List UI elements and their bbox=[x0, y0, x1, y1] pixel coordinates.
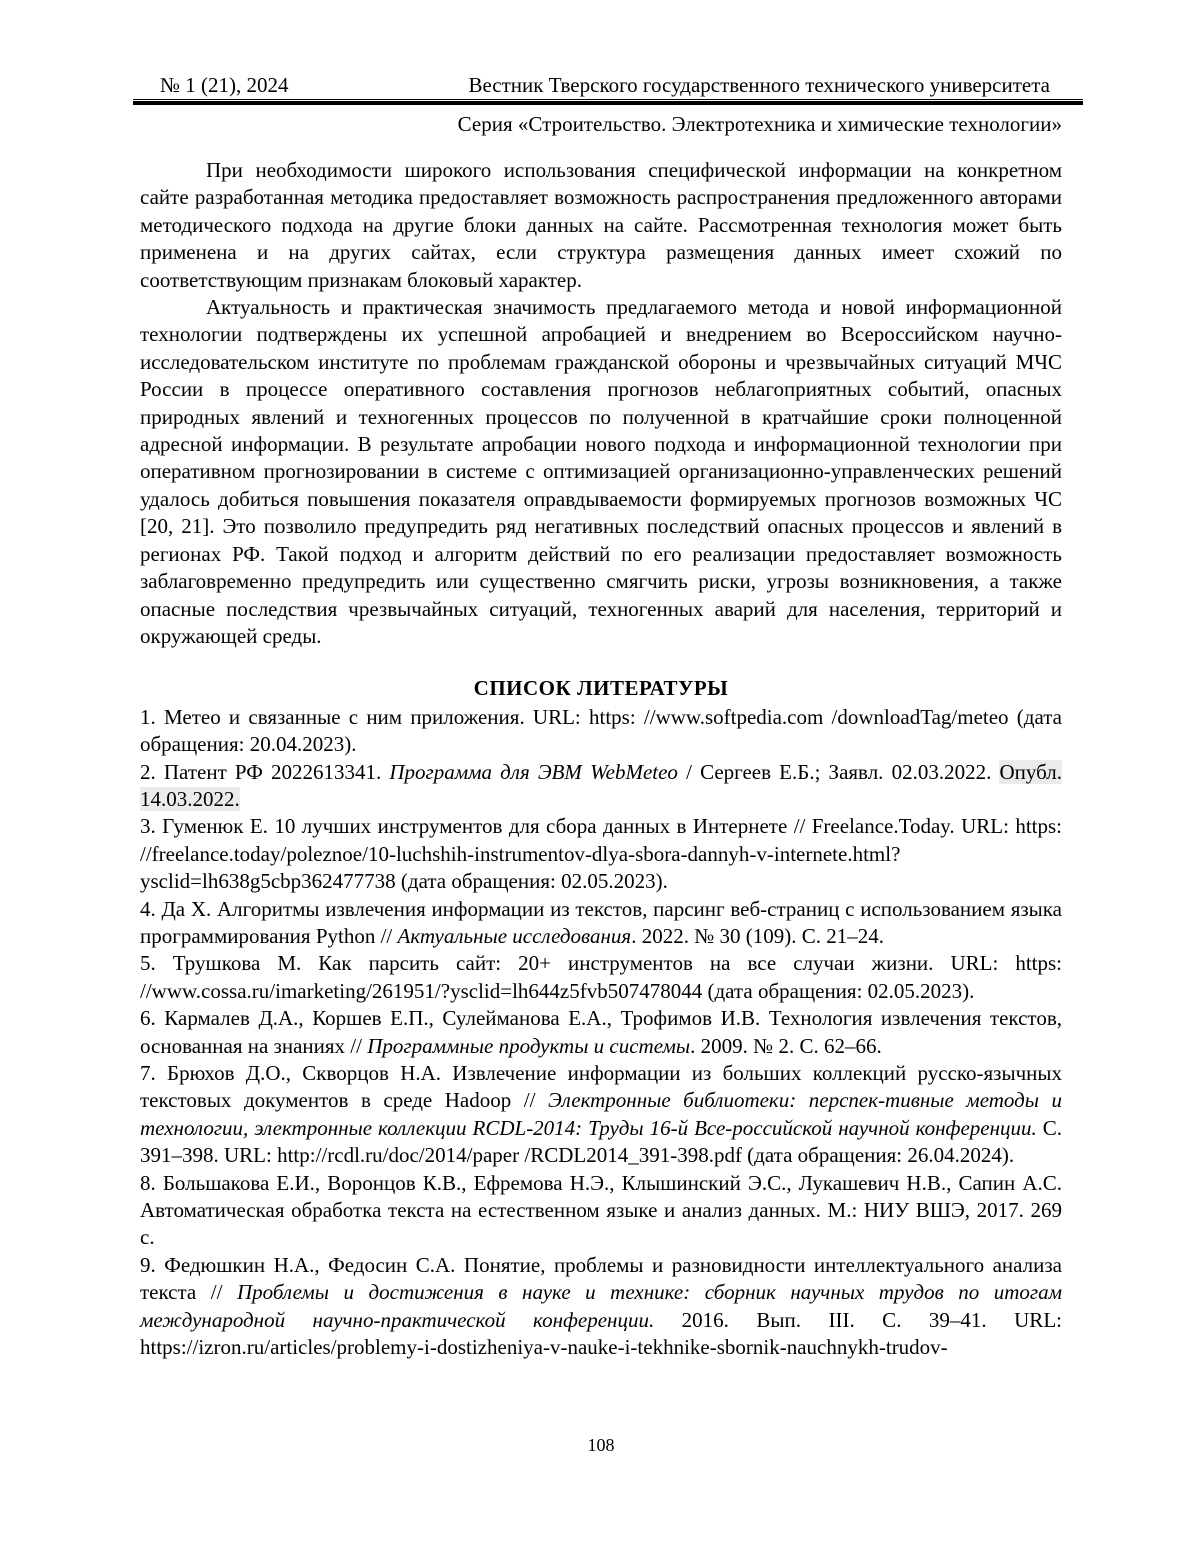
reference-item bbox=[140, 1170, 1062, 1252]
issue-number: № 1 (21), 2024 bbox=[160, 73, 289, 97]
reference-segment: 8. Большакова Е.И., Воронцов К.В., Ефремова Н.Э., Клышинский Э.С., Лукашевич Н.В., Сапин А.С. Автоматическая обработка текста на естественном языке и анализ данных. М.: НИУ ВШЭ, 2017. 269 с. bbox=[140, 1170, 1062, 1250]
reference-item bbox=[140, 1005, 1062, 1060]
reference-segment: 2. Патент РФ 2022613341. bbox=[140, 759, 390, 784]
reference-segment: 6. Кармалев Д.А., Коршев Е.П., Сулейманова Е.А., Трофимов И.В. Технология извлечения текстов, основанная на знаниях // bbox=[140, 1006, 1062, 1058]
reference-segment: 4. Да Х. Алгоритмы извлечения информации из текстов, парсинг веб-страниц с использованием языка программирования Python // bbox=[140, 896, 1062, 948]
running-head bbox=[140, 72, 1062, 98]
reference-segment: . 2009. № 2. С. 62–66. bbox=[690, 1033, 882, 1058]
reference-segment: / Сергеев Е.Б.; Заявл. 02.03.2022. bbox=[677, 759, 1000, 784]
reference-item bbox=[140, 950, 1062, 1005]
article-body bbox=[140, 157, 1062, 1361]
reference-segment: С. 391–398. URL: http://rcdl.ru/doc/2014/paper /RCDL2014_391-398.pdf (дата обращения: 26.04.2024). bbox=[140, 1115, 1062, 1168]
reference-segment: . 2022. № 30 (109). С. 21–24. bbox=[631, 923, 884, 948]
reference-item bbox=[140, 896, 1062, 951]
reference-list bbox=[140, 704, 1062, 1362]
reference-item bbox=[140, 1060, 1062, 1170]
reference-segment: 1. Метео и связанные с ним приложения. URL: https: //www.softpedia.com /downloadTag/meteo (дата обращения: 20.04.2023). bbox=[140, 704, 1062, 757]
paragraph: При необходимости широкого использования специфической информации на конкретном сайте разработанная методика предоставляет возможность распространения предложенного авторами методического подхода на другие блоки данных на сайте. Рассмотренная технология может быть применена и на других сайтах, если структура размещения данных имеет схожий по соответствующим признакам блоковый характер. bbox=[140, 158, 1062, 292]
reference-segment: 9. Федюшкин Н.А., Федосин С.А. Понятие, проблемы и разновидности интеллектуального анализа текста // bbox=[140, 1252, 1062, 1305]
reference-segment: Программные продукты и системы bbox=[367, 1033, 691, 1058]
reference-segment: Актуальные исследования bbox=[397, 923, 632, 948]
reference-segment: 5. Трушкова М. Как парсить сайт: 20+ инструментов на все случаи жизни. URL: https: //www.cossa.ru/imarketing/261951/?ysclid=lh644z5fvb507478044 (дата обращения: 02.05.2023). bbox=[140, 951, 1062, 1003]
reference-item bbox=[140, 813, 1062, 895]
reference-item bbox=[140, 1252, 1062, 1362]
journal-title: Вестник Тверского государственного технического университета bbox=[468, 73, 1050, 97]
header-rule-thick-line bbox=[133, 101, 1083, 105]
reference-segment: 7. Брюхов Д.О., Скворцов Н.А. Извлечение информации из больших коллекций русско-язычных текстовых документов в среде Hadoop // bbox=[140, 1061, 1062, 1113]
reference-segment: Электронные библиотеки: перспек-тивные методы и технологии, электронные коллекции RCDL-2014: Труды 16-й Все-российской научной конференции. bbox=[140, 1088, 1063, 1140]
reference-segment: 2016. Вып. III. С. 39–41. URL: https://izron.ru/articles/problemy-i-dostizheniya-v-nauke-i-tekhnike-sbornik-nauchnykh-trudov- bbox=[140, 1307, 1062, 1360]
reference-segment: Проблемы и достижения в науке и технике: сборник научных трудов по итогам международной научно-практической конференции. bbox=[140, 1280, 1062, 1332]
reference-segment: 3. Гуменюк Е. 10 лучших инструментов для сбора данных в Интернете // Freelance.Today. URL: https: //freelance.today/poleznoe/10-luchshih-instrumentov-dlya-sbora-dannyh-v-internete.html?ysclid=lh638g5cbp362477738 (дата обращения: 02.05.2023). bbox=[140, 814, 1062, 894]
reference-item bbox=[140, 704, 1062, 759]
references-heading: СПИСОК ЛИТЕРАТУРЫ bbox=[473, 676, 729, 701]
header-rule bbox=[133, 99, 1083, 106]
paragraph: Актуальность и практическая значимость предлагаемого метода и новой информационной технологии подтверждены их успешной апробацией и внедрением во Всероссийском научно-исследовательском институте по проблемам гражданской обороны и чрезвычайных ситуаций МЧС России в процессе оперативного составления прогнозов неблагоприятных событий, опасных природных явлений и техногенных процессов по полученной в кратчайшие сроки полноценной адресной информации. В результате апробации нового подхода и информационной технологии при оперативном прогнозировании в системе с оптимизацией организационно-управленческих решений удалось добиться повышения показателя оправдываемости формируемых прогнозов возможных ЧС [20, 21]. Это позволило предупредить ряд негативных последствий опасных процессов и явлений в регионах РФ. Такой подход и алгоритм действий по его реализации предоставляет возможность заблаговременно предупредить или существенно смягчить риски, угрозы возникновения, а также опасные последствия чрезвычайных ситуаций, техногенных аварий для населения, территорий и окружающей среды. bbox=[140, 295, 1062, 648]
page-number: 108 bbox=[587, 1435, 615, 1455]
series-title: Серия «Строительство. Электротехника и химические технологии» bbox=[457, 112, 1062, 136]
reference-segment: Опубл. 14.03.2022. bbox=[140, 759, 1062, 811]
reference-item bbox=[140, 759, 1062, 814]
reference-segment: Программа для ЭВМ WebMeteo bbox=[389, 759, 678, 784]
